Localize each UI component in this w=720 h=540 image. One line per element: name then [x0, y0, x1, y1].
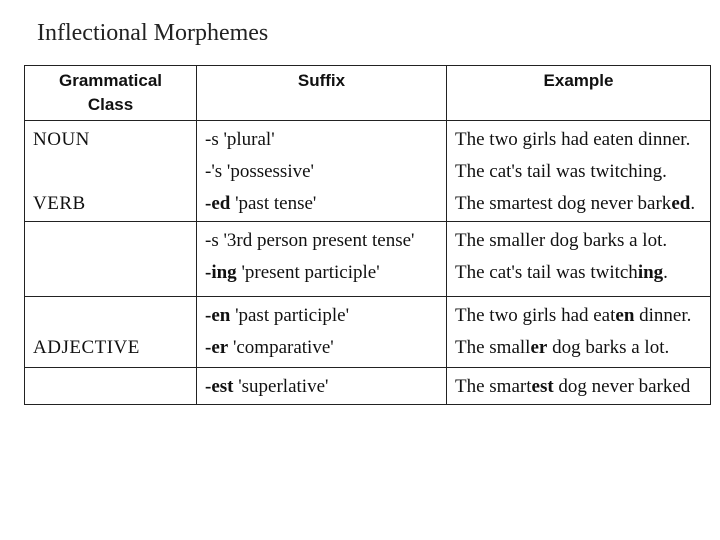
class-cell: NOUN: [25, 121, 197, 154]
suffix-cell: -er 'comparative': [197, 329, 447, 368]
table-row: [25, 222, 711, 255]
table-row: [25, 185, 711, 222]
suffix-cell: -s 'plural': [197, 121, 447, 154]
class-cell: [25, 222, 197, 255]
example-cell: The two girls had eaten dinner.: [447, 121, 711, 154]
header-row: [25, 66, 711, 121]
header-example: Example: [447, 66, 711, 121]
table-row: [25, 297, 711, 330]
suffix-cell: -ed 'past tense': [197, 185, 447, 222]
suffix-cell: -'s 'possessive': [197, 153, 447, 185]
page-title: Inflectional Morphemes: [37, 20, 269, 46]
class-cell: [25, 297, 197, 330]
example-cell: The smartest dog never barked: [447, 368, 711, 405]
class-cell: ADJECTIVE: [25, 329, 197, 368]
example-cell: The smaller dog barks a lot.: [447, 329, 711, 368]
class-cell: VERB: [25, 185, 197, 222]
suffix-cell: -est 'superlative': [197, 368, 447, 405]
example-cell: The cat's tail was twitching.: [447, 254, 711, 297]
header-suffix: Suffix: [197, 66, 447, 121]
suffix-cell: -s '3rd person present tense': [197, 222, 447, 255]
table-row: [25, 121, 711, 154]
table-row: [25, 329, 711, 368]
header-grammatical-class: Grammatical Class: [25, 66, 197, 121]
class-cell: [25, 153, 197, 185]
example-cell: The cat's tail was twitching.: [447, 153, 711, 185]
table-row: [25, 368, 711, 405]
example-cell: The two girls had eaten dinner.: [447, 297, 711, 330]
suffix-cell: -en 'past participle': [197, 297, 447, 330]
suffix-cell: -ing 'present participle': [197, 254, 447, 297]
class-cell: [25, 368, 197, 405]
morpheme-table: [24, 65, 711, 405]
class-cell: [25, 254, 197, 297]
example-cell: The smartest dog never barked.: [447, 185, 711, 222]
table-row: [25, 254, 711, 297]
table-row: [25, 153, 711, 185]
example-cell: The smaller dog barks a lot.: [447, 222, 711, 255]
